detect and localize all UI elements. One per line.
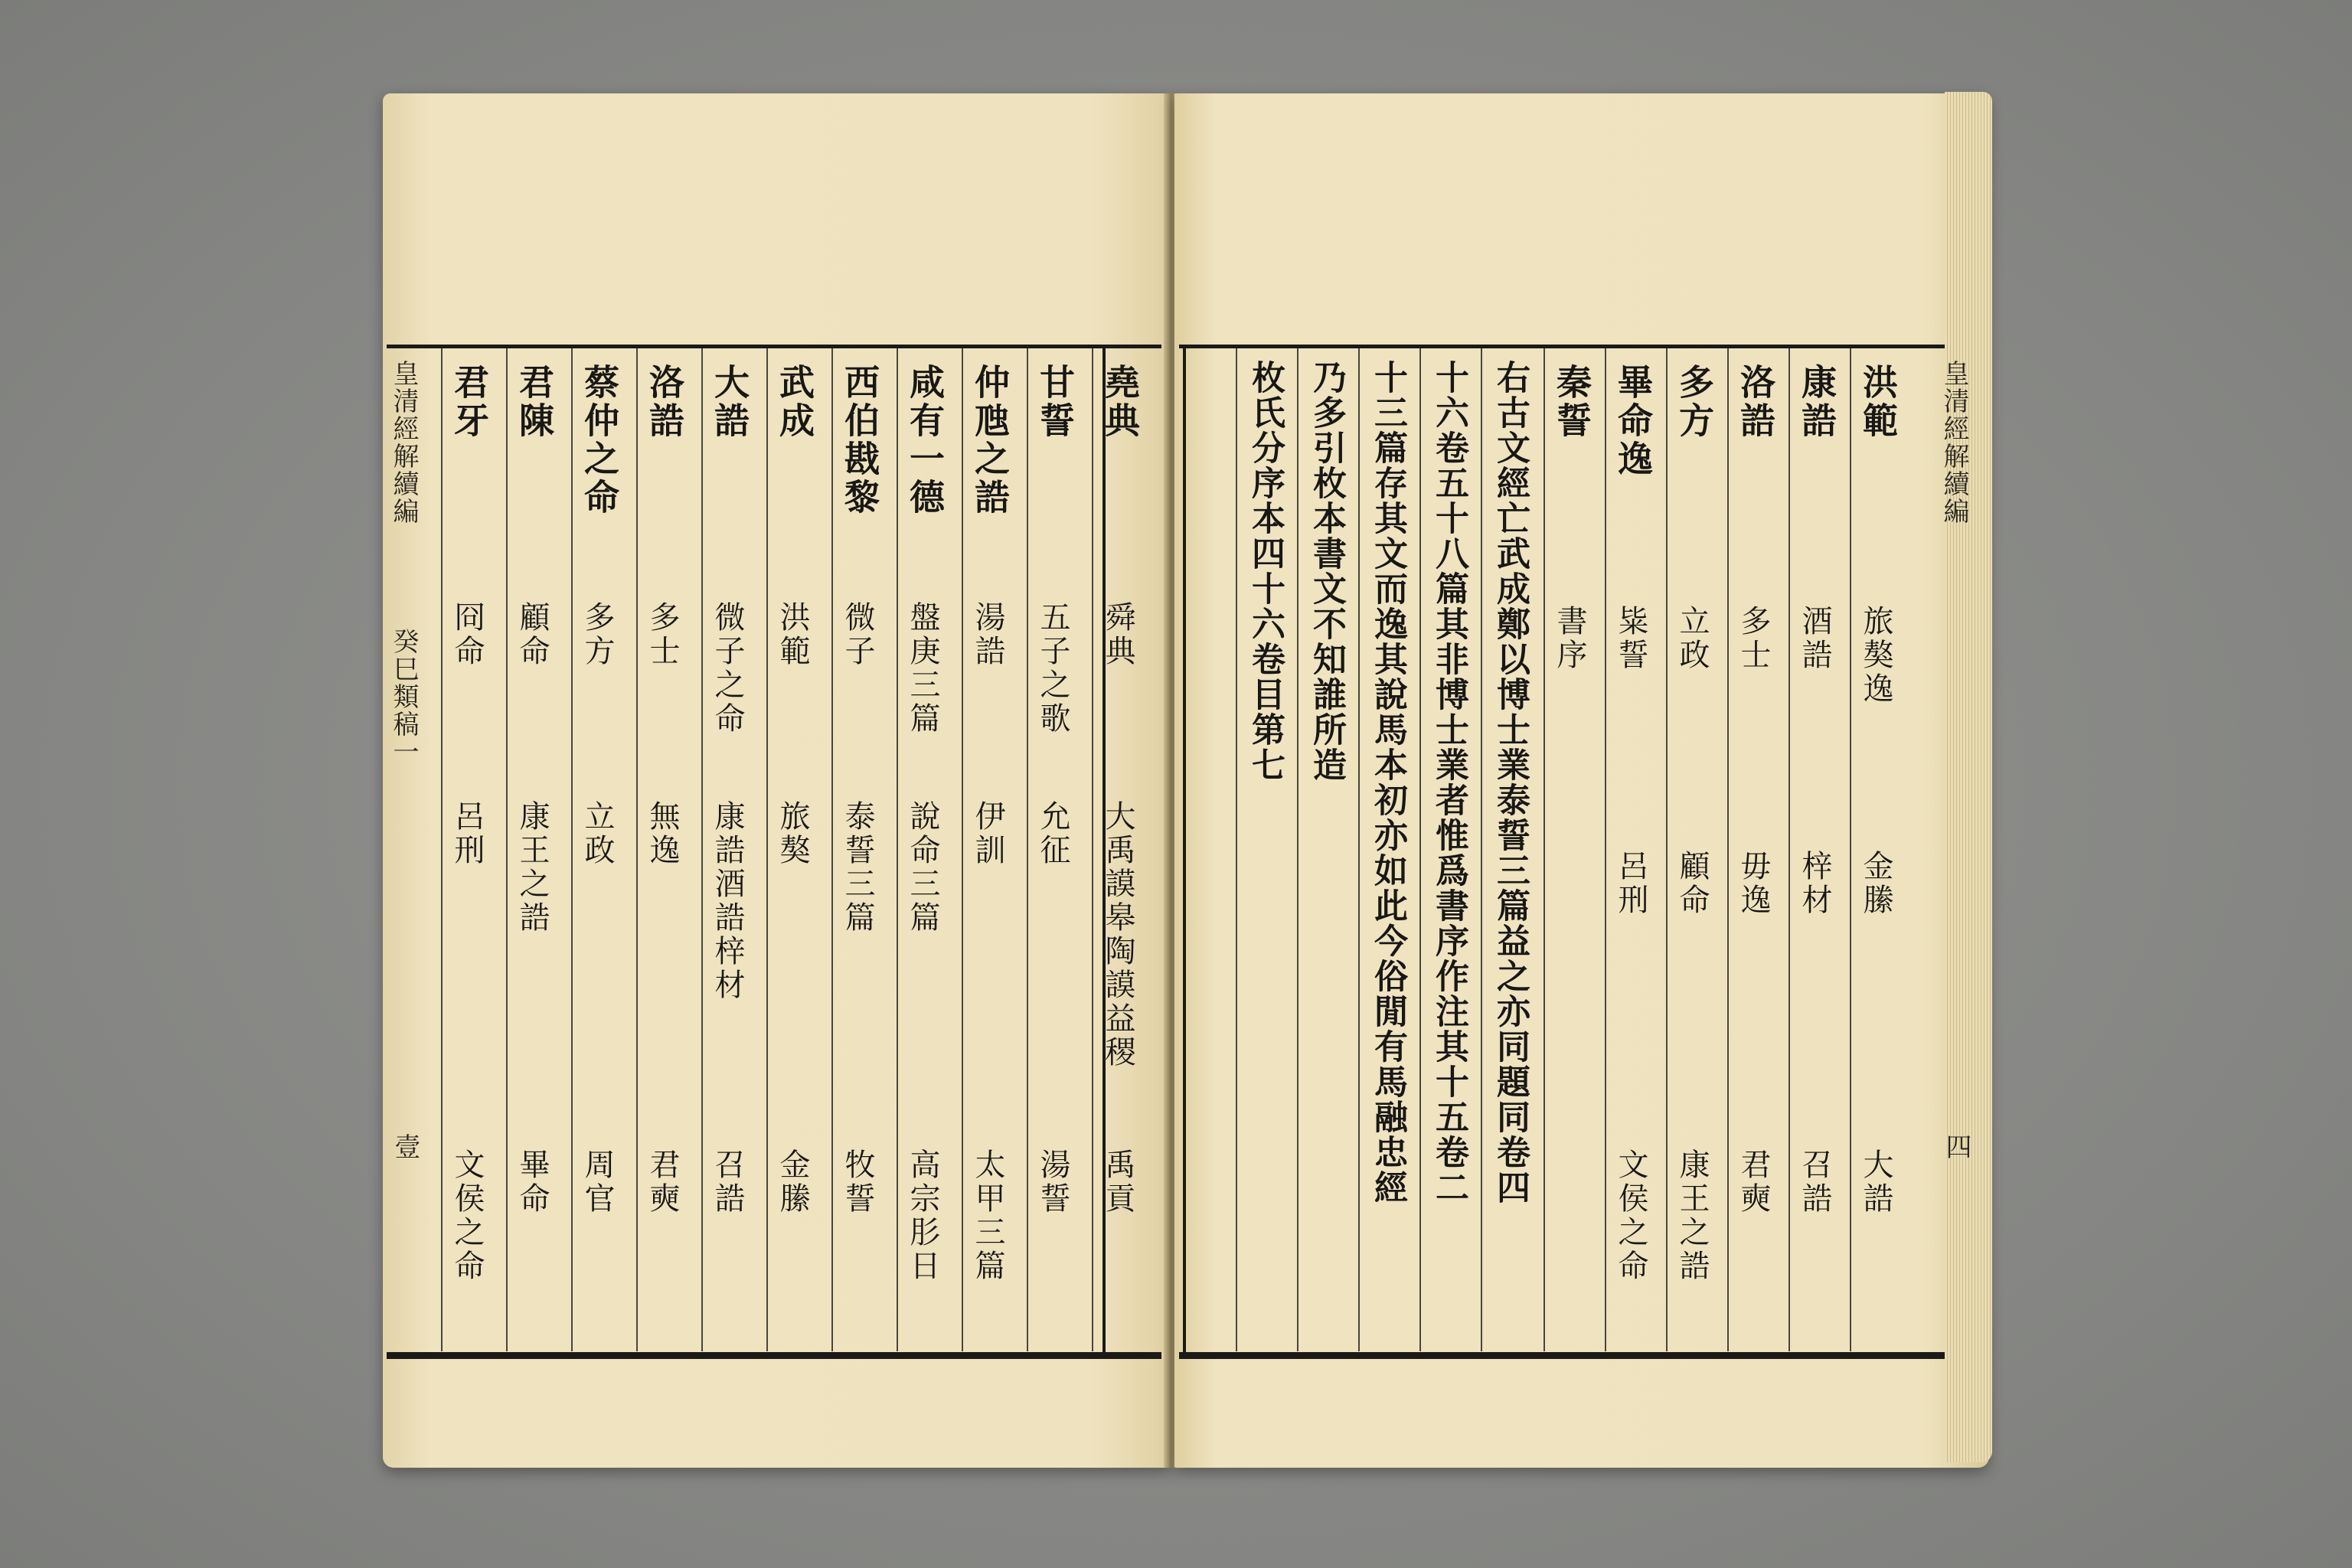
left-title-entry: 多士 (645, 601, 680, 668)
left-title-column-rule (701, 348, 703, 1351)
left-title-entry: 五子之歌 (1035, 601, 1070, 736)
right-title-column-rule (1850, 348, 1851, 1351)
left-frame-top (387, 345, 1161, 348)
left-title-entry: 周官 (580, 1148, 615, 1216)
left-title-column-rule (766, 348, 768, 1351)
left-title-column-rule (571, 348, 573, 1351)
left-title-column-rule (636, 348, 638, 1351)
left-page-number: 壹 (390, 1133, 420, 1162)
left-title-entry: 顧命 (514, 601, 550, 668)
left-title-entry: 泰誓三篇 (840, 800, 875, 935)
left-title-entry: 咸有一德 (904, 364, 946, 517)
left-title-entry: 洪範 (775, 601, 810, 668)
right-title-entry: 洛誥 (1735, 364, 1776, 440)
left-title-entry: 堯典 (1099, 364, 1141, 440)
left-title-entry: 康王之誥 (514, 800, 550, 935)
right-title-entry: 康誥 (1796, 364, 1838, 440)
right-title-entry: 旅獒逸 (1858, 605, 1893, 706)
left-title-entry: 文侯之命 (449, 1148, 485, 1283)
page-edges (1941, 92, 1992, 1462)
commentary-column-rule (1236, 348, 1237, 1351)
right-title-column-rule (1788, 348, 1790, 1351)
left-title-column-rule (441, 348, 443, 1351)
commentary-line: 乃多引枚本書文不知誰所造 (1307, 360, 1346, 782)
right-title-column-rule (1544, 348, 1545, 1351)
left-title-entry: 湯誥 (970, 601, 1005, 668)
left-title-column-rule (897, 348, 898, 1351)
right-title-entry: 多方 (1674, 364, 1715, 440)
left-title-entry: 呂刑 (449, 800, 485, 867)
left-title-entry: 多方 (580, 601, 615, 668)
left-page (383, 93, 1170, 1468)
left-title-entry: 微子之命 (710, 601, 745, 736)
right-title-entry: 呂刑 (1613, 850, 1648, 917)
left-title-entry: 說命三篇 (905, 800, 940, 935)
commentary-line: 十六卷五十八篇其非博士業者惟爲書序作注其十五卷二 (1429, 360, 1468, 1205)
left-title-entry: 大禹謨皋陶謨益稷 (1100, 800, 1135, 1070)
right-title-entry: 粊誓 (1613, 605, 1648, 672)
left-title-column-rule (1027, 348, 1028, 1351)
left-title-entry: 立政 (580, 800, 615, 867)
commentary-column-rule (1481, 348, 1482, 1351)
right-title-column-rule (1666, 348, 1668, 1351)
commentary-line: 右古文經亡武成鄭以博士業泰誓三篇益之亦同題同卷四 (1491, 360, 1530, 1205)
left-title-entry: 禹貢 (1100, 1148, 1135, 1216)
left-title-column-rule (831, 348, 833, 1351)
right-title-entry: 康王之誥 (1674, 1148, 1710, 1283)
commentary-line: 枚氏分序本四十六卷目第七 (1246, 360, 1285, 782)
right-frame-top (1179, 345, 1945, 348)
left-title-entry: 召誥 (710, 1148, 745, 1216)
left-title-entry: 君奭 (645, 1148, 680, 1216)
right-title-entry: 金縢 (1858, 850, 1893, 917)
left-title-entry: 旅獒 (775, 800, 810, 867)
right-title-entry: 大誥 (1858, 1148, 1893, 1216)
left-title-entry: 湯誓 (1035, 1148, 1070, 1216)
left-margin-subtitle: 癸巳類稿一 (388, 628, 419, 766)
left-title-entry: 金縢 (775, 1148, 810, 1216)
right-margin-title: 皇清經解續編 (1939, 360, 1969, 525)
left-title-entry: 舜典 (1100, 601, 1135, 668)
left-title-entry: 盤庚三篇 (905, 601, 940, 736)
left-title-entry: 高宗肜日 (905, 1148, 940, 1283)
left-title-entry: 太甲三篇 (970, 1148, 1005, 1283)
left-title-entry: 無逸 (645, 800, 680, 867)
left-title-entry: 西伯戡黎 (839, 364, 880, 517)
left-title-entry: 冏命 (449, 601, 485, 668)
right-title-entry: 畢命逸 (1612, 364, 1654, 479)
left-title-entry: 伊訓 (970, 800, 1005, 867)
left-title-column-rule (506, 348, 508, 1351)
left-title-column-rule (1092, 348, 1093, 1351)
right-title-entry: 酒誥 (1797, 605, 1832, 672)
left-frame-bottom (387, 1352, 1161, 1359)
left-title-entry: 甘誓 (1034, 364, 1076, 440)
left-title-entry: 武成 (774, 364, 815, 440)
left-margin-title: 皇清經解續編 (388, 360, 419, 525)
right-page-number: 四 (1941, 1133, 1971, 1162)
right-title-entry: 君奭 (1736, 1148, 1771, 1216)
left-title-entry: 牧誓 (840, 1148, 875, 1216)
right-title-entry: 召誥 (1797, 1148, 1832, 1216)
commentary-line: 十三篇存其文而逸其說馬本初亦如此今俗閒有馬融忠經 (1368, 360, 1407, 1205)
right-frame-outer-rule (1183, 346, 1186, 1354)
left-title-entry: 康誥酒誥梓材 (710, 800, 745, 1002)
left-title-entry: 微子 (840, 601, 875, 668)
right-title-entry: 洪範 (1857, 364, 1899, 440)
right-title-entry: 梓材 (1797, 850, 1832, 917)
left-title-entry: 君牙 (449, 364, 490, 440)
left-title-entry: 洛誥 (644, 364, 685, 440)
right-title-entry: 顧命 (1674, 850, 1710, 917)
right-title-column-rule (1605, 348, 1606, 1351)
right-title-column-rule (1727, 348, 1729, 1351)
right-title-entry: 文侯之命 (1613, 1148, 1648, 1283)
right-title-entry: 秦誓 (1551, 364, 1592, 440)
right-frame-bottom (1179, 1352, 1945, 1359)
left-title-column-rule (962, 348, 963, 1351)
right-title-entry: 立政 (1674, 605, 1710, 672)
left-title-entry: 畢命 (514, 1148, 550, 1216)
right-title-entry: 書序 (1552, 605, 1587, 672)
left-title-entry: 仲虺之誥 (969, 364, 1011, 517)
left-title-entry: 君陳 (514, 364, 555, 440)
right-title-entry: 毋逸 (1736, 850, 1771, 917)
commentary-column-rule (1358, 348, 1360, 1351)
left-title-entry: 大誥 (709, 364, 750, 440)
commentary-column-rule (1419, 348, 1421, 1351)
left-title-entry: 蔡仲之命 (579, 364, 620, 517)
commentary-column-rule (1297, 348, 1298, 1351)
right-title-entry: 多士 (1736, 605, 1771, 672)
left-title-entry: 允征 (1035, 800, 1070, 867)
